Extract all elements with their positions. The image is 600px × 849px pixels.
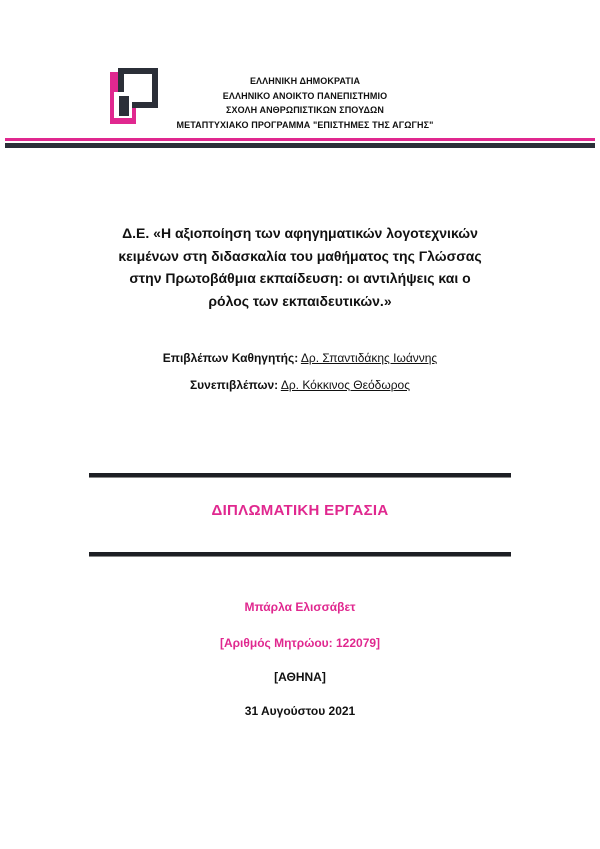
date: 31 Αυγούστου 2021 — [244, 704, 356, 718]
author-name: Μπάρλα Ελισσάβετ — [244, 600, 356, 614]
supervisor-name: Δρ. Σπαντιδάκης Ιωάννης — [300, 351, 438, 365]
title-line: κειμένων στη διδασκαλία του μαθήματος της Γλώσσας — [118, 247, 482, 264]
registration-number: [Αριθμός Μητρώου: 122079] — [219, 636, 381, 650]
city: [ΑΘΗΝΑ] — [274, 670, 326, 684]
header-rule-dark — [5, 143, 595, 148]
co-supervisor-label: Συνεπιβλέπων: — [189, 378, 279, 392]
institution-line: ΕΛΛΗΝΙΚΟ ΑΝΟΙΚΤΟ ΠΑΝΕΠΙΣΤΗΜΙΟ — [222, 90, 388, 101]
co-supervisor-line — [0, 378, 600, 392]
divider-bottom-shadow — [89, 556, 511, 557]
institution-line: ΕΛΛΗΝΙΚΗ ΔΗΜΟΚΡΑΤΙΑ — [249, 76, 361, 86]
title-line: ρόλος των εκπαιδευτικών.» — [208, 292, 392, 309]
thesis-title — [95, 222, 505, 312]
divider-top-shadow — [89, 477, 511, 478]
institution-line: ΜΕΤΑΠΤΥΧΙΑΚΟ ΠΡΟΓΡΑΜΜΑ "ΕΠΙΣΤΗΜΕΣ ΤΗΣ ΑΓΩΓΗΣ" — [176, 119, 434, 130]
institution-header — [150, 74, 460, 132]
institution-line: ΣΧΟΛΗ ΑΝΘΡΩΠΙΣΤΙΚΩΝ ΣΠΟΥΔΩΝ — [226, 105, 384, 115]
title-line: στην Πρωτοβάθμια εκπαίδευση: οι αντιλήψεις και ο — [129, 270, 471, 286]
header-rule-pink — [5, 138, 595, 141]
title-line: Δ.Ε. «Η αξιοποίηση των αφηγηματικών λογοτεχνικών — [122, 225, 478, 241]
supervisor-label: Επιβλέπων Καθηγητής: — [162, 351, 299, 365]
supervisor-line — [0, 351, 600, 365]
co-supervisor-name: Δρ. Κόκκινος Θεόδωρος — [280, 378, 410, 392]
thesis-type: ΔΙΠΛΩΜΑΤΙΚΗ ΕΡΓΑΣΙΑ — [211, 502, 389, 519]
